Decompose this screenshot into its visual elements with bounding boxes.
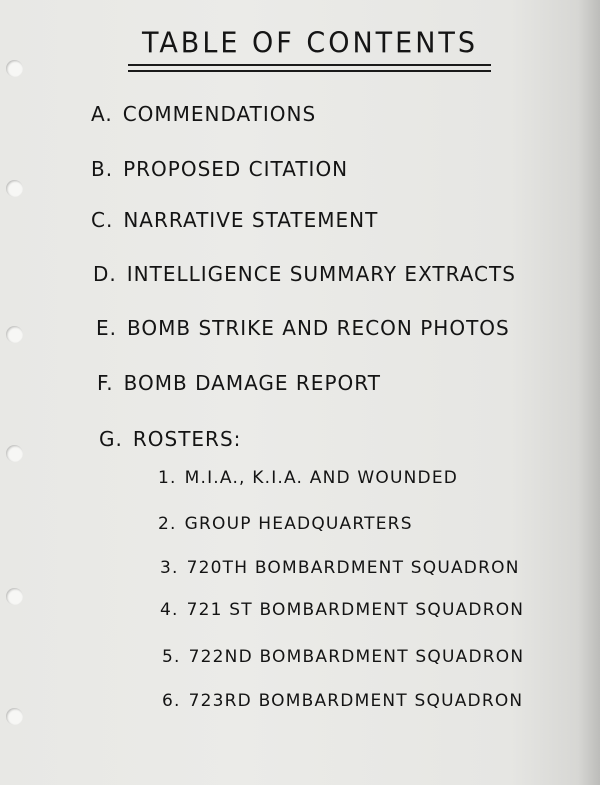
section-title: COMMENDATIONS [122, 102, 317, 126]
binder-hole [6, 180, 23, 197]
section-letter: F. [97, 371, 114, 395]
section-title: INTELLIGENCE SUMMARY EXTRACTS [126, 262, 516, 286]
roster-number: 1. [158, 468, 177, 488]
section-item [91, 157, 348, 181]
section-letter: C. [91, 208, 114, 232]
roster-title: 720TH BOMBARDMENT SQUADRON [186, 558, 520, 578]
binder-hole [6, 60, 23, 77]
roster-title: 723RD BOMBARDMENT SQUADRON [188, 691, 524, 711]
roster-number: 2. [158, 514, 177, 534]
section-title: ROSTERS: [132, 427, 242, 451]
section-letter: A. [91, 102, 113, 126]
binder-hole [6, 445, 23, 462]
roster-item [158, 468, 458, 488]
roster-number: 6. [162, 691, 181, 711]
title-underline [128, 64, 491, 66]
section-item [97, 371, 381, 395]
section-letter: B. [91, 157, 114, 181]
roster-item [160, 600, 524, 620]
section-title: BOMB DAMAGE REPORT [123, 371, 381, 395]
roster-item [162, 647, 524, 667]
page-title: TABLE OF CONTENTS [141, 27, 479, 60]
section-letter: G. [99, 427, 123, 451]
roster-item [158, 514, 413, 534]
title-underline-second [128, 70, 491, 72]
roster-number: 4. [160, 600, 179, 620]
roster-title: GROUP HEADQUARTERS [184, 514, 413, 534]
section-title: NARRATIVE STATEMENT [123, 208, 379, 232]
roster-title: M.I.A., K.I.A. AND WOUNDED [184, 468, 459, 488]
section-item [91, 102, 316, 126]
section-letter: E. [96, 316, 117, 340]
section-item [93, 262, 516, 286]
section-letter: D. [93, 262, 117, 286]
section-item [99, 427, 241, 451]
binder-hole [6, 588, 23, 605]
roster-title: 722ND BOMBARDMENT SQUADRON [188, 647, 525, 667]
section-title: BOMB STRIKE AND RECON PHOTOS [127, 316, 510, 340]
roster-item [162, 691, 523, 711]
roster-number: 3. [160, 558, 179, 578]
roster-item [160, 558, 520, 578]
section-item [96, 316, 510, 340]
binder-hole [6, 708, 23, 725]
title-block [128, 28, 492, 59]
section-item [91, 208, 378, 232]
roster-title: 721 ST BOMBARDMENT SQUADRON [186, 600, 525, 620]
roster-number: 5. [162, 647, 181, 667]
section-title: PROPOSED CITATION [123, 157, 349, 181]
binder-hole [6, 326, 23, 343]
